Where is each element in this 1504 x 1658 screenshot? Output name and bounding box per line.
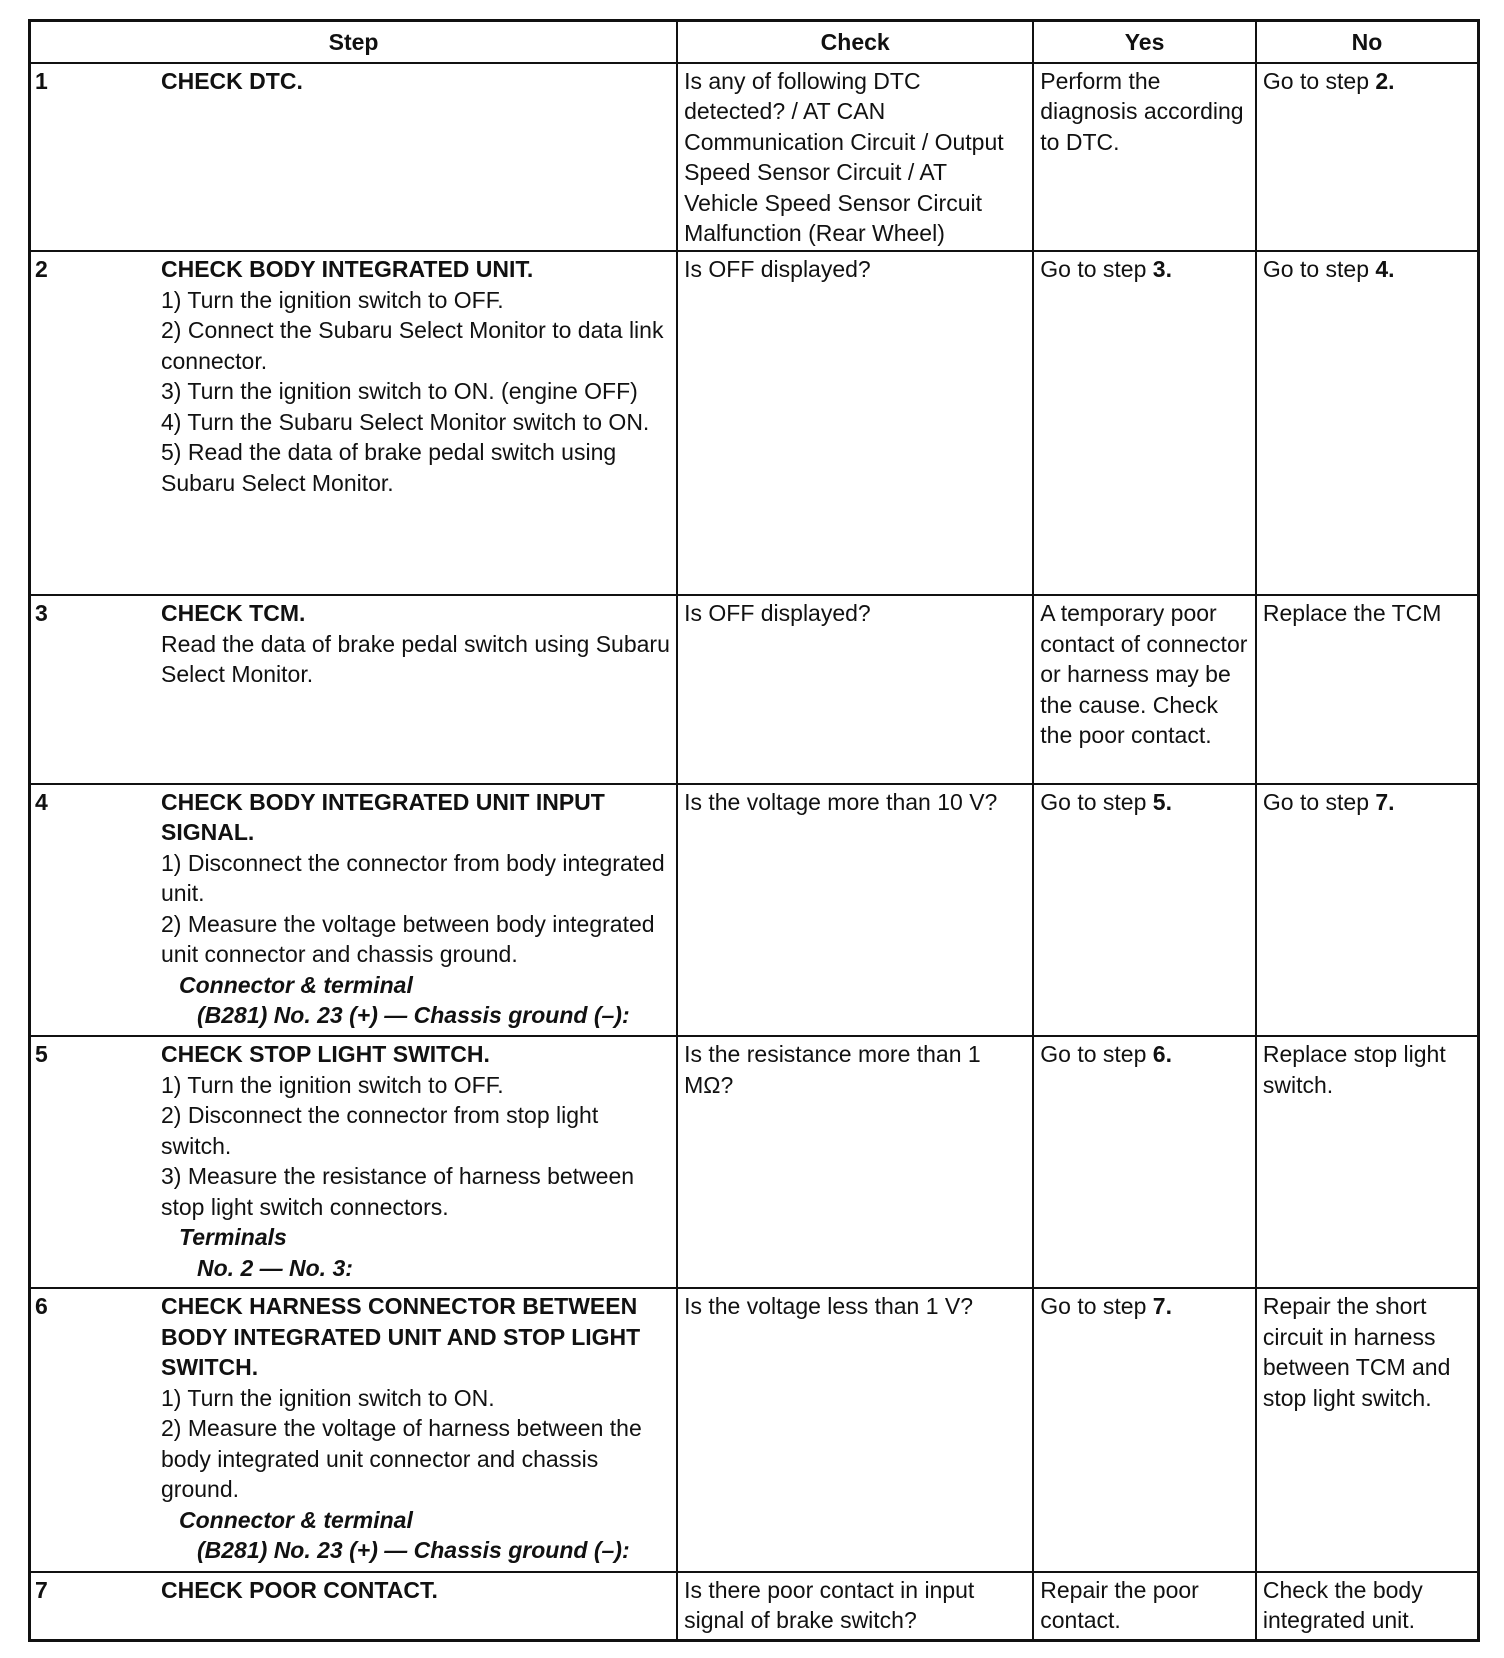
yes-step-ref: 3. (1152, 256, 1172, 283)
no-step-ref: 7. (1375, 788, 1395, 815)
check-cell: Is the voltage less than 1 V? (677, 1288, 1033, 1572)
header-check: Check (677, 21, 1033, 63)
diagnostic-table (28, 19, 1480, 1642)
step-instruction: 2) Measure the voltage of harness between the body integrated unit connector and chassis ground. (161, 1415, 642, 1503)
step-title: CHECK POOR CONTACT. (161, 1576, 438, 1603)
yes-cell (1033, 1572, 1256, 1641)
spec-value: (B281) No. 23 (+) — Chassis ground (–): (197, 1537, 630, 1564)
header-step: Step (30, 21, 678, 63)
step-cell (30, 251, 678, 595)
no-text: Check the body integrated unit. (1262, 1576, 1423, 1634)
step-cell (30, 1036, 678, 1288)
step-instruction: 3) Turn the ignition switch to ON. (engine OFF) (161, 378, 638, 405)
check-cell: Is OFF displayed? (677, 595, 1033, 784)
step-instruction: 2) Disconnect the connector from stop light switch. (161, 1102, 599, 1159)
check-cell: Is the voltage more than 10 V? (677, 784, 1033, 1036)
no-cell (1256, 251, 1479, 595)
step-instruction: Read the data of brake pedal switch using Subaru Select Monitor. (161, 630, 670, 688)
yes-cell (1033, 1288, 1256, 1572)
step-instruction: 4) Turn the Subaru Select Monitor switch to ON. (161, 408, 650, 435)
header-row (30, 21, 1479, 63)
spec-label: Connector & terminal (179, 971, 413, 998)
step-cell (30, 63, 678, 252)
step-number: 4 (35, 788, 48, 815)
yes-text: Go to step (1040, 788, 1153, 815)
table-row (30, 1288, 1479, 1572)
check-cell: Is the resistance more than 1 MΩ? (677, 1036, 1033, 1288)
step-instruction: 1) Turn the ignition switch to OFF. (161, 1071, 504, 1098)
no-cell (1256, 595, 1479, 784)
no-text: Go to step (1262, 788, 1376, 815)
yes-text: Go to step (1040, 1293, 1153, 1320)
yes-cell (1033, 63, 1256, 252)
step-instruction: 1) Turn the ignition switch to ON. (161, 1384, 495, 1411)
step-number: 7 (35, 1576, 48, 1603)
step-cell (30, 1288, 678, 1572)
step-title: CHECK BODY INTEGRATED UNIT INPUT SIGNAL. (161, 788, 605, 846)
yes-step-ref: 6. (1152, 1041, 1172, 1068)
step-cell (30, 1572, 678, 1641)
spec-value: (B281) No. 23 (+) — Chassis ground (–): (197, 1002, 630, 1029)
step-instruction: 1) Turn the ignition switch to OFF. (161, 286, 504, 313)
yes-step-ref: 5. (1152, 788, 1172, 815)
yes-text: Go to step (1040, 256, 1153, 283)
no-cell (1256, 784, 1479, 1036)
no-text: Replace the TCM (1262, 600, 1442, 627)
no-text: Go to step (1262, 256, 1376, 283)
yes-cell (1033, 1036, 1256, 1288)
step-cell (30, 784, 678, 1036)
step-number: 1 (35, 67, 48, 94)
step-title: CHECK BODY INTEGRATED UNIT. (161, 256, 534, 283)
header-no: No (1256, 21, 1479, 63)
step-number: 3 (35, 600, 48, 627)
no-text: Go to step (1262, 67, 1376, 94)
step-instruction: 2) Measure the voltage between body integrated unit connector and chassis ground. (161, 910, 655, 968)
no-cell (1256, 1572, 1479, 1641)
spec-label: Terminals (179, 1224, 287, 1251)
step-title: CHECK HARNESS CONNECTOR BETWEEN BODY INTEGRATED UNIT AND STOP LIGHT SWITCH. (161, 1293, 641, 1381)
spec-value: No. 2 — No. 3: (197, 1254, 353, 1281)
step-instruction: 5) Read the data of brake pedal switch using Subaru Select Monitor. (161, 439, 617, 496)
step-cell (30, 595, 678, 784)
check-cell: Is any of following DTC detected? / AT CAN Communication Circuit / Output Speed Sensor Circuit / AT Vehicle Speed Sensor Circuit Malfunction (Rear Wheel) (677, 63, 1033, 252)
no-text: Repair the short circuit in harness between TCM and stop light switch. (1262, 1293, 1451, 1411)
step-number: 2 (35, 256, 48, 283)
no-text: Replace stop light switch. (1262, 1041, 1446, 1098)
yes-text: Go to step (1040, 1041, 1153, 1068)
yes-cell (1033, 784, 1256, 1036)
no-cell (1256, 63, 1479, 252)
step-instruction: 1) Disconnect the connector from body integrated unit. (161, 849, 665, 907)
yes-text: Repair the poor contact. (1040, 1576, 1199, 1634)
table-row (30, 251, 1479, 595)
yes-text: Perform the diagnosis according to DTC. (1040, 67, 1244, 155)
check-cell: Is there poor contact in input signal of brake switch? (677, 1572, 1033, 1641)
no-step-ref: 2. (1375, 67, 1395, 94)
step-title: CHECK TCM. (161, 600, 306, 627)
no-cell (1256, 1288, 1479, 1572)
table-row (30, 1572, 1479, 1641)
table-row (30, 1036, 1479, 1288)
yes-step-ref: 7. (1152, 1293, 1172, 1320)
header-yes: Yes (1033, 21, 1256, 63)
yes-cell (1033, 251, 1256, 595)
check-cell: Is OFF displayed? (677, 251, 1033, 595)
yes-cell (1033, 595, 1256, 784)
table-row (30, 63, 1479, 252)
no-step-ref: 4. (1375, 256, 1395, 283)
step-number: 6 (35, 1293, 48, 1320)
step-title: CHECK DTC. (161, 67, 303, 94)
table-row (30, 784, 1479, 1036)
step-instruction: 2) Connect the Subaru Select Monitor to data link connector. (161, 317, 664, 374)
step-title: CHECK STOP LIGHT SWITCH. (161, 1041, 490, 1068)
yes-text: A temporary poor contact of connector or harness may be the cause. Check the poor contact. (1040, 600, 1248, 749)
no-cell (1256, 1036, 1479, 1288)
table-row (30, 595, 1479, 784)
step-instruction: 3) Measure the resistance of harness between stop light switch connectors. (161, 1163, 635, 1220)
step-number: 5 (35, 1041, 48, 1068)
spec-label: Connector & terminal (179, 1506, 413, 1533)
